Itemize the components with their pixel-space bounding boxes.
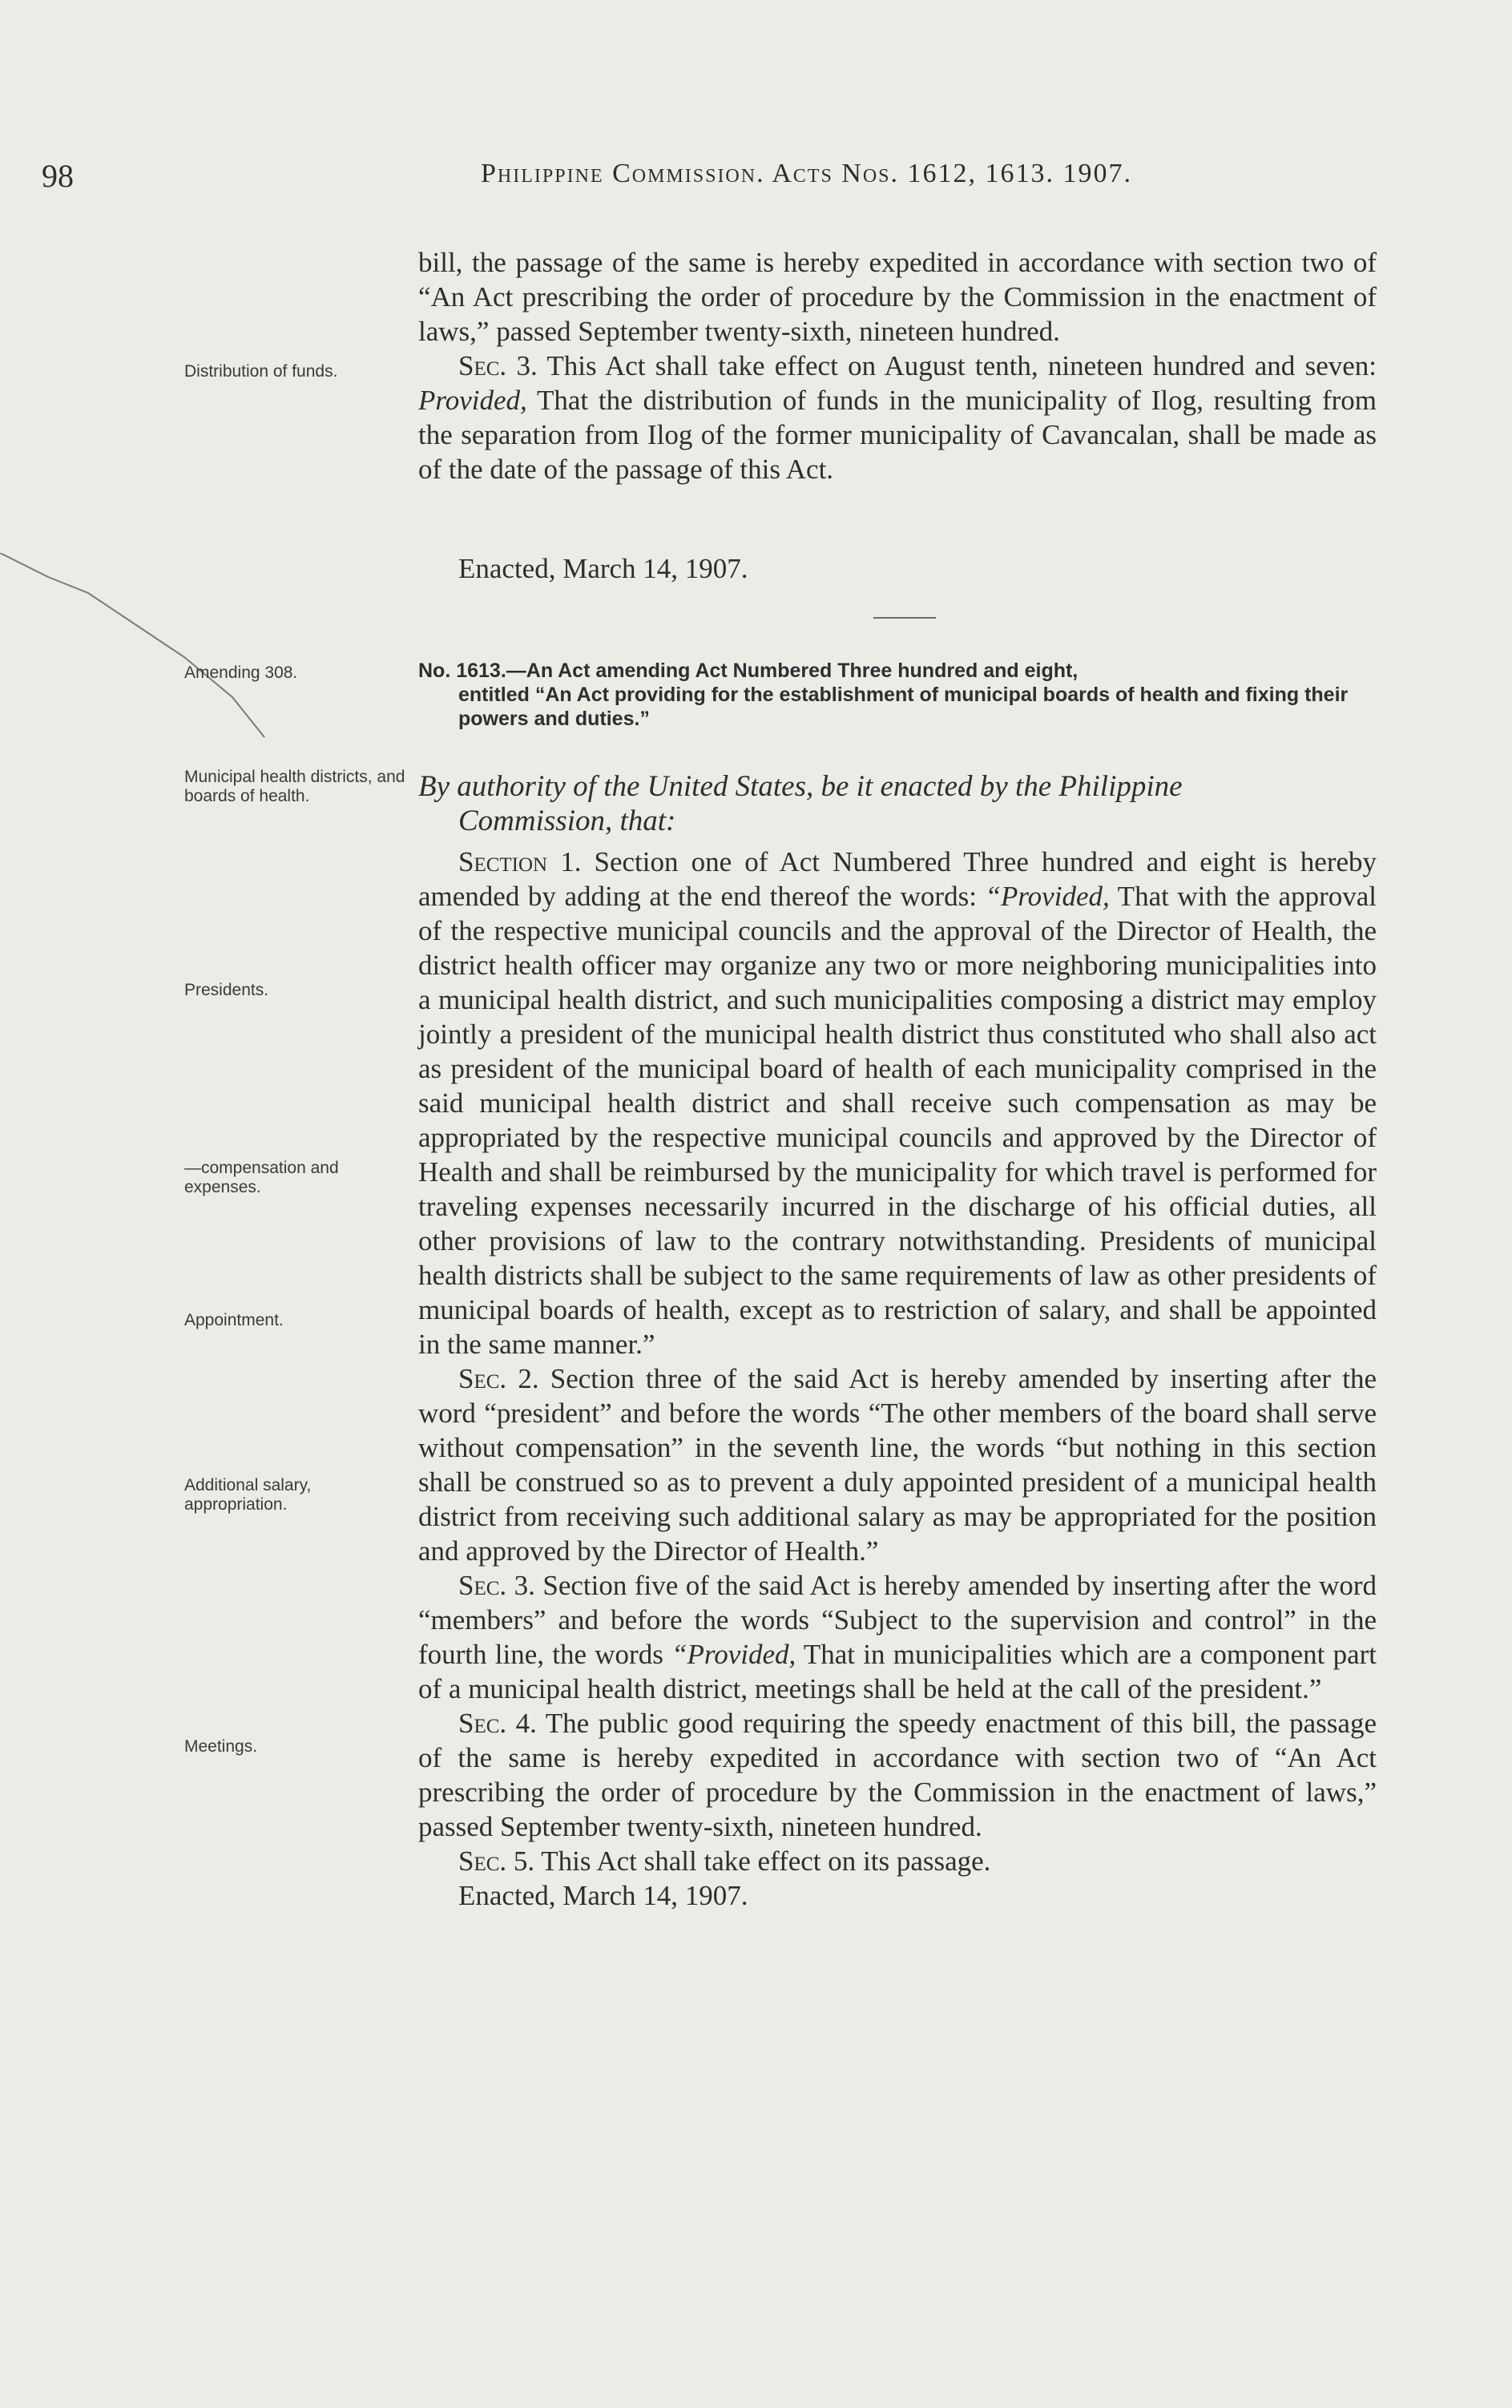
act-1613-body [418,845,1377,1913]
sec-3-text: This Act shall take effect on August tenth, nineteen hundred and seven: [537,350,1377,381]
act-number: No. 1613. [418,659,506,682]
section-3-text-1: Section five of the said Act is hereby amended by inserting after the word “members” and before the words “Subject to the supervision and control” in the fourth line, the words [418,1570,1377,1670]
running-head: Philippine Commission. Acts Nos. 1612, 1613. 1907. [481,159,1133,188]
section-3-provided: “Provided, [671,1639,796,1670]
section-1-text-1: Section one of Act Numbered Three hundred and eight is hereby amended by adding at the end thereof the words: [418,846,1377,912]
margin-note-presidents: Presidents. [184,981,269,999]
section-divider [873,617,936,619]
margin-note-compensation: —compensation and expenses. [184,1159,339,1196]
section-5-paragraph [418,1844,1377,1878]
section-2-label: Sec. 2. [458,1363,539,1394]
enacted-date-1613: Enacted, March 14, 1907. [458,1880,748,1911]
margin-note-appointment: Appointment. [184,1311,284,1329]
section-4-label: Sec. 4. [458,1708,537,1739]
margin-note-distribution: Distribution of funds. [184,362,338,381]
sec-3-label: Sec. 3. [458,350,538,381]
sec-3-rest: That the distribution of funds in the municipality of Ilog, resulting from the separation from Ilog of the former municipality of Cavancalan, shall be made as of the date of the passage of this Act. [418,385,1377,485]
act-1612-continuation [418,245,1377,486]
section-1-label: Section 1. [458,846,582,877]
enacting-clause-line-1: By authority of the United States, be it enacted by the Philippine [418,770,1183,803]
section-3-label: Sec. 3. [458,1570,535,1601]
act-title-line-1: —An Act amending Act Numbered Three hundred and eight, [506,659,1079,682]
page-header [0,157,1512,205]
margin-note-meetings: Meetings. [184,1737,258,1756]
section-4-text: The public good requiring the speedy enactment of this bill, the passage of the same is hereby expedited in accordance with section two of “An Act prescribing the order of procedure by the Commission in the enactment of laws,” passed September twenty-sixth, nineteen hundred. [418,1708,1377,1842]
sec-3-provided: Provided, [418,385,527,416]
enacting-clause-line-2: Commission, that: [458,805,676,837]
section-4-paragraph [418,1706,1377,1844]
scan-artifact-line [0,553,417,761]
section-1-paragraph [418,845,1377,1361]
section-1-text-2: That with the approval of the respective municipal councils and the approval of the Director of Health, the district health officer may organize any two or more neighboring municipalities into a municipal health district, and such municipalities composing a district may employ jointly a president of the municipal health district thus constituted who shall also act as president of the municipal board of health of each municipality comprised in the said municipal health district and shall receive such compensation as may be appropriated by the respective municipal councils and approved by the Director of Health and shall be reimbursed by the municipality for which travel is performed for traveling expenses necessarily incurred in the discharge of his official duties, all other provisions of law to the contrary notwithstanding. Presidents of municipal health districts shall be subject to the same requirements of law as other presidents of municipal boards of health, except as to restriction of salary, and shall be appointed in the same manner.” [418,881,1377,1360]
margin-note-amending: Amending 308. [184,664,298,682]
enacted-date-1612: Enacted, March 14, 1907. [458,553,748,584]
continuation-paragraph: bill, the passage of the same is hereby expedited in accordance with section two of “An Act prescribing the order of procedure by the Commission in the enactment of laws,” passed September twenty-sixth, nineteen hundred. [418,247,1377,347]
section-3-text-2: That in municipalities which are a component part of a municipal health district, meetings shall be held at the call of the president.” [418,1639,1377,1704]
section-2-paragraph [418,1361,1377,1568]
section-2-text: Section three of the said Act is hereby amended by inserting after the word “president” and before the words “The other members of the board shall serve without compensation” in the seventh line, the words “but nothing in this section shall be construed so as to prevent a duly appointed president of a municipal health district from receiving such additional salary as may be appropriated for the position and approved by the Director of Health.” [418,1363,1377,1567]
section-5-label: Sec. 5. [458,1845,535,1877]
act-1613-title [418,659,1377,731]
act-title-rest: entitled “An Act providing for the establishment of municipal boards of health and fixing their powers and duties.” [458,684,1349,730]
page-number: 98 [42,158,74,194]
margin-note-municipal-health: Municipal health districts, and boards of health. [184,768,405,805]
section-5-text: This Act shall take effect on its passage. [534,1845,991,1877]
enacting-clause [418,769,1377,838]
section-1-provided: “Provided, [985,881,1110,912]
margin-note-additional-salary: Additional salary, appropriation. [184,1476,312,1514]
sec-3-paragraph [418,349,1377,486]
section-3-paragraph [418,1568,1377,1706]
